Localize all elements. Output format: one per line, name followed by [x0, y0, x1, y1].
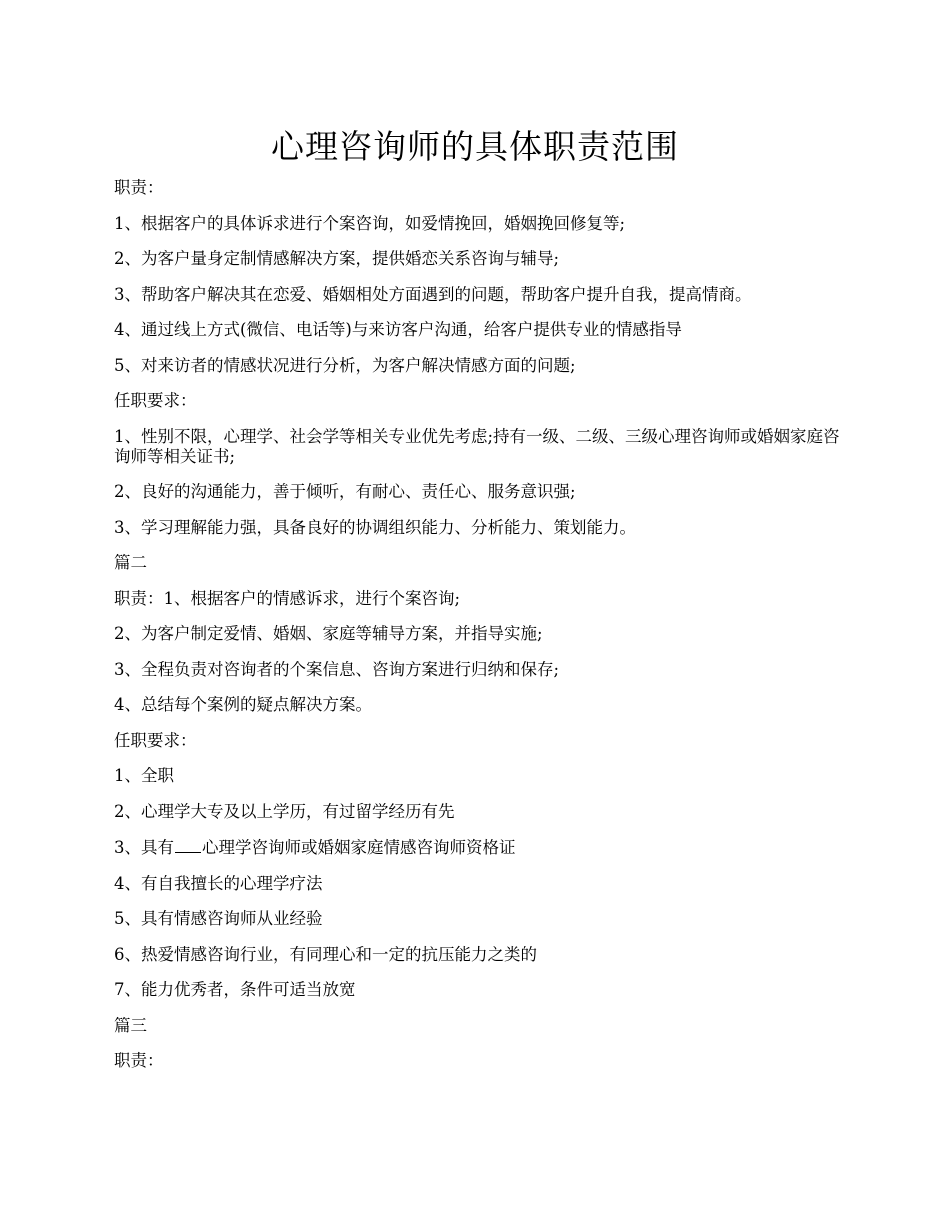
s3-duties-heading: 职责： [114, 1051, 164, 1070]
duty-item-2: 2、为客户量身定制情感解决方案，提供婚恋关系咨询与辅导; [114, 249, 560, 268]
section-heading-3: 篇三 [114, 1015, 147, 1035]
duty-item-1: 1、根据客户的具体诉求进行个案咨询，如爱情挽回，婚姻挽回修复等; [114, 213, 626, 233]
duty-item-3: 3、帮助客户解决其在恋爱、婚姻相处方面遇到的问题，帮助客户提升自我，提高情商。 [114, 284, 752, 304]
s2-requirement-3-prefix: 3、具有 [114, 838, 174, 857]
s2-requirement-item-1: 1、全职 [114, 766, 174, 785]
requirement-item-3: 3、学习理解能力强，具备良好的协调组织能力、分析能力、策划能力。 [114, 517, 636, 537]
requirements-heading: 任职要求： [114, 391, 197, 410]
fill-blank [175, 837, 201, 853]
s2-requirement-item-2: 2、心理学大专及以上学历，有过留学经历有先 [114, 801, 455, 821]
duty-item-5: 5、对来访者的情感状况进行分析，为客户解决情感方面的问题; [114, 355, 576, 375]
s2-duty-item-2: 2、为客户制定爱情、婚姻、家庭等辅导方案，并指导实施; [114, 624, 543, 643]
document-body [114, 178, 844, 1087]
duties-heading: 职责： [114, 178, 164, 197]
s2-requirement-3-suffix: 心理学咨询师或婚姻家庭情感咨询师资格证 [202, 838, 516, 857]
s2-requirement-item-5: 5、具有情感咨询师从业经验 [114, 909, 323, 928]
section-heading-2: 篇二 [114, 553, 147, 572]
s2-requirement-item-7: 7、能力优秀者，条件可适当放宽 [114, 980, 356, 999]
document-title: 心理咨询师的具体职责范围 [271, 127, 679, 166]
s2-requirement-item-4: 4、有自我擅长的心理学疗法 [114, 873, 323, 893]
s2-requirement-item-3 [114, 837, 844, 858]
s2-duty-item-1: 职责：1、根据客户的情感诉求，进行个案咨询; [114, 588, 461, 608]
s2-duty-item-3: 3、全程负责对咨询者的个案信息、咨询方案进行归纳和保存; [114, 659, 560, 679]
s2-duty-item-4: 4、总结每个案例的疑点解决方案。 [114, 695, 372, 714]
requirement-item-1: 1、性别不限，心理学、社会学等相关专业优先考虑;持有一级、二级、三级心理咨询师或婚姻家庭咨询师等相关证书; [114, 426, 840, 466]
s2-requirements-heading: 任职要求： [114, 730, 197, 750]
duty-item-4: 4、通过线上方式(微信、电话等)与来访客户沟通，给客户提供专业的情感指导 [114, 320, 682, 339]
requirement-item-2: 2、良好的沟通能力，善于倾听，有耐心、责任心、服务意识强; [114, 482, 576, 501]
s2-requirement-item-6: 6、热爱情感咨询行业，有同理心和一定的抗压能力之类的 [114, 944, 537, 964]
